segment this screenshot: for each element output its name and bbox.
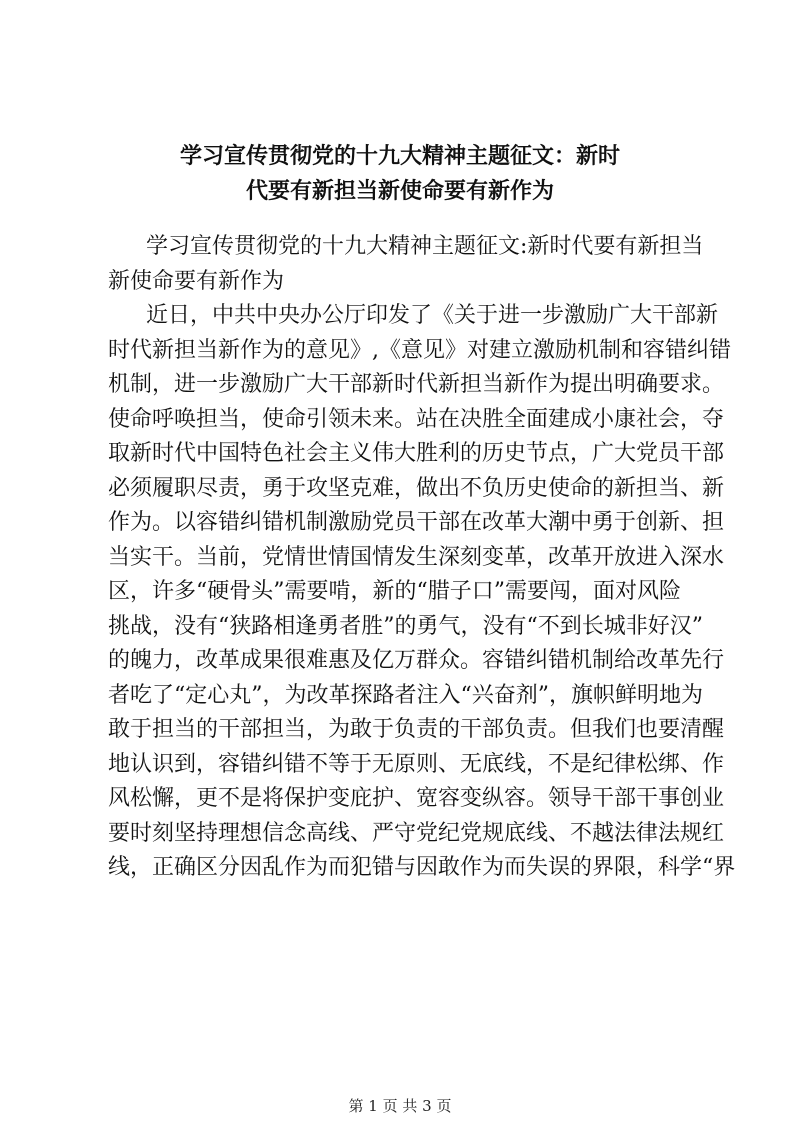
paragraph-line: 当实干。当前，党情世情国情发生深刻变革，改革开放进入深水: [108, 544, 725, 570]
paragraph-line: 的魄力，改革成果很难惠及亿万群众。容错纠错机制给改革先行: [108, 648, 725, 673]
paragraph-line: 近日，中共中央办公厅印发了《关于进一步激励广大干部新: [146, 303, 719, 328]
paragraph-line: 取新时代中国特色社会主义伟大胜利的历史节点，广大党员干部: [108, 441, 725, 466]
paragraph-line: 敢于担当的干部担当，为敢于负责的干部负责。但我们也要清醒: [108, 717, 725, 742]
title-line: 代要有新担当新使命要有新作为: [245, 178, 554, 204]
paragraph-line: 线，正确区分因乱作为而犯错与因敢作为而失误的界限，科学“界: [108, 855, 736, 880]
paragraph-line: 挑战，没有“狭路相逢勇者胜”的勇气，没有“不到长城非好汉”: [108, 613, 703, 639]
paragraph-line: 者吃了“定心丸”，为改革探路者注入“兴奋剂”，旗帜鲜明地为: [108, 682, 703, 708]
subtitle-line: 学习宣传贯彻党的十九大精神主题征文:新时代要有新担当: [146, 234, 704, 259]
subtitle-line: 新使命要有新作为: [108, 268, 285, 294]
paragraph-line: 风松懈，更不是将保护变庇护、宽容变纵容。领导干部干事创业: [108, 786, 725, 811]
document-title: [100, 140, 700, 209]
paragraph-line: 时代新担当新作为的意见》,《意见》对建立激励机制和容错纠错: [108, 337, 731, 363]
paragraph-line: 机制，进一步激励广大干部新时代新担当新作为提出明确要求。: [108, 372, 725, 397]
paragraph-line: 作为。以容错纠错机制激励党员干部在改革大潮中勇于创新、担: [108, 510, 725, 535]
document-body: [108, 230, 736, 886]
title-line: 学习宣传贯彻党的十九大精神主题征文：新时: [179, 144, 620, 169]
paragraph-line: 必须履职尽责，勇于攻坚克难，做出不负历史使命的新担当、新: [108, 475, 725, 501]
paragraph-line: 使命呼唤担当，使命引领未来。站在决胜全面建成小康社会，夺: [108, 406, 725, 432]
paragraph-line: 要时刻坚持理想信念高线、严守党纪党规底线、不越法律法规红: [108, 820, 725, 846]
page-number-footer: 第 1 页 共 3 页: [348, 1097, 452, 1115]
paragraph-line: 地认识到，容错纠错不等于无原则、无底线，不是纪律松绑、作: [108, 751, 725, 777]
paragraph-line: 区，许多“硬骨头”需要啃，新的“腊子口”需要闯，面对风险: [108, 579, 681, 604]
